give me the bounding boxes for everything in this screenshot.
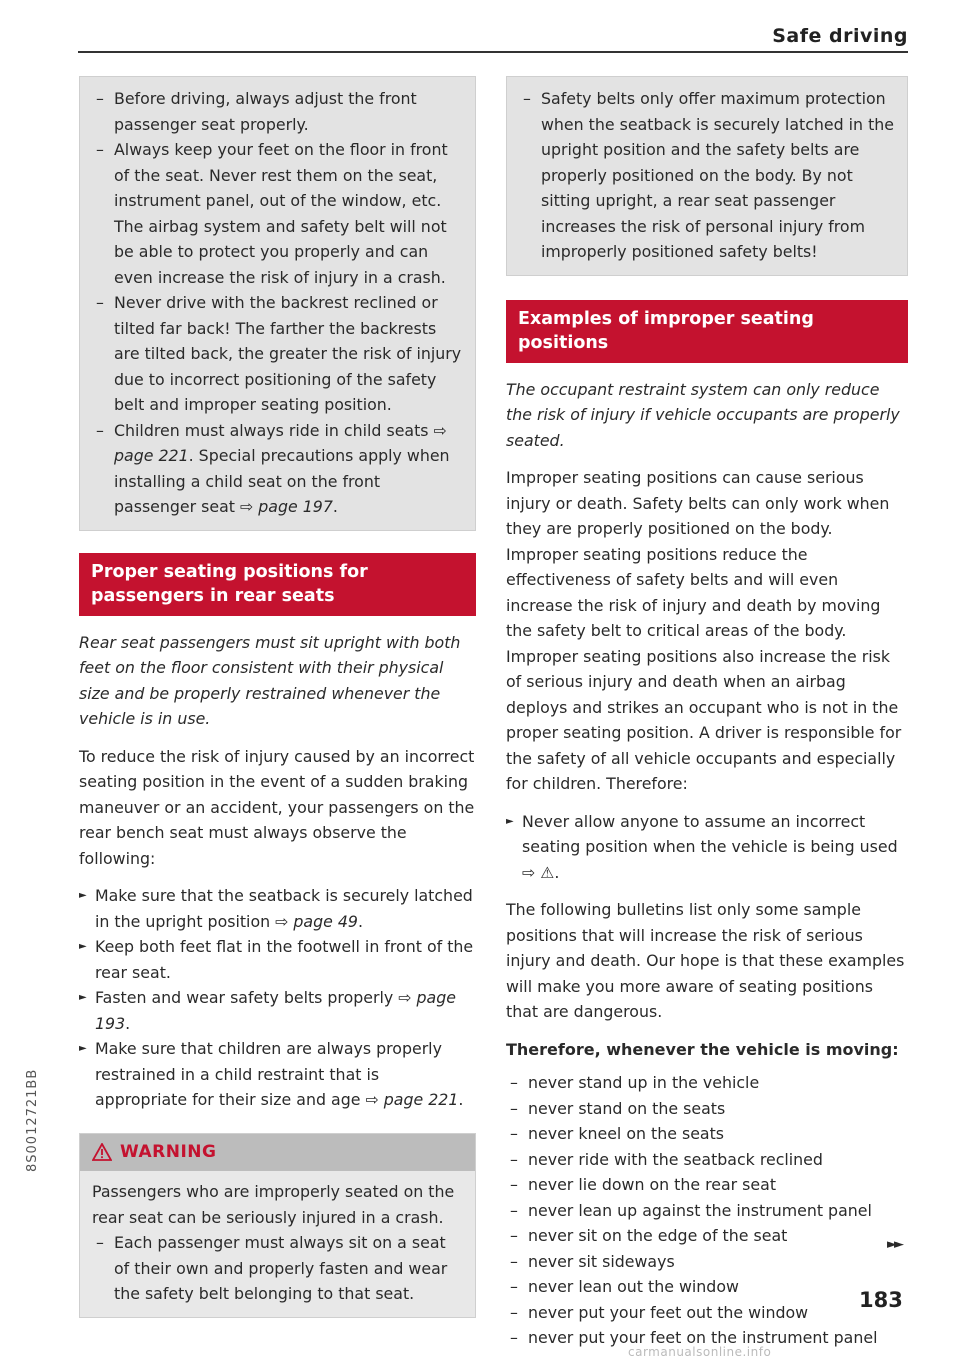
body-paragraph: Improper seating positions can cause serious injury or death. Safety belts can only work when they are properly positioned on the body. Improper seating positions reduce the effectiveness of safety belts and will even increase the risk of injury and death by moving the safety belt to critical areas of the body. Improper seating positions also increase the risk of serious injury and death when an airbag deploys and strikes an occupant who is not in the proper seating position. A driver is responsible for the safety of all vehicle occupants and especially for children. Therefore: bbox=[506, 468, 902, 793]
list-item: – never lean up against the instrument panel bbox=[506, 1198, 908, 1224]
list-item: – never put your feet on the instrument panel bbox=[506, 1325, 908, 1351]
list-item: – Before driving, always adjust the front passenger seat properly. bbox=[92, 86, 463, 137]
bullet-list bbox=[79, 883, 476, 1113]
list-item: – never kneel on the seats bbox=[506, 1121, 908, 1147]
list-item-children bbox=[92, 418, 463, 520]
section-heading-rear-seats: Proper seating positions for passengers in rear seats bbox=[79, 553, 476, 616]
list-item: – Never drive with the backrest reclined or tilted far back! The farther the backrests are tilted back, the greater the risk of injury due to incorrect positioning of the safety belt and improper seating position. bbox=[92, 290, 463, 418]
list-item: – never stand on the seats bbox=[506, 1096, 908, 1122]
list-item: – never stand up in the vehicle bbox=[506, 1070, 908, 1096]
list-item: – never sit sideways bbox=[506, 1249, 908, 1275]
list-item: ► Fasten and wear safety belts properly ⇨ page 193. bbox=[79, 985, 476, 1036]
list-item: – never ride with the seatback reclined bbox=[506, 1147, 908, 1173]
page-reference-link[interactable]: ⇨ page 197 bbox=[240, 497, 333, 516]
page-reference-link[interactable]: ⇨ page 49 bbox=[275, 911, 358, 931]
warning-reference-link[interactable]: ⇨ ⚠ bbox=[522, 862, 555, 882]
list-item: ► Never allow anyone to assume an incorrect seating position when the vehicle is being used ⇨ ⚠. bbox=[506, 809, 908, 886]
warning-body bbox=[80, 1171, 475, 1317]
warning-header bbox=[80, 1134, 475, 1172]
subheading: Therefore, whenever the vehicle is moving: bbox=[506, 1039, 899, 1059]
warning-text: Passengers who are improperly seated on the rear seat can be seriously injured in a crash. bbox=[92, 1182, 455, 1227]
page-number: 183 bbox=[859, 1288, 903, 1312]
list-item: – never sit on the edge of the seat bbox=[506, 1223, 908, 1249]
list-item: – never put your feet out the window bbox=[506, 1300, 908, 1326]
left-column bbox=[79, 76, 476, 1318]
page-reference-link[interactable]: ⇨ page 221 bbox=[114, 420, 447, 465]
body-paragraph: To reduce the risk of injury caused by an incorrect seating position in the event of a sudden braking maneuver or an accident, your passengers on the rear bench seat must always observe the following: bbox=[79, 746, 475, 868]
list-item: – Always keep your feet on the floor in front of the seat. Never rest them on the seat, instrument panel, out of the window, etc. The airbag system and safety belt will not be able to protect you properly and can even increase the risk of injury in a crash. bbox=[92, 137, 463, 290]
warning-title: WARNING bbox=[120, 1141, 217, 1162]
list-item: ► Make sure that children are always properly restrained in a child restraint that is appropriate for their size and age ⇨ page 221. bbox=[79, 1036, 476, 1113]
list-item: – never lean out the window bbox=[506, 1274, 908, 1300]
document-code: 8S0012721BB bbox=[25, 1068, 40, 1172]
body-paragraph: The following bulletins list only some sample positions that will increase the risk of serious injury and death. Our hope is that these examples will make you more aware of seating positions that are dangerous. bbox=[506, 900, 905, 1021]
page-reference-link[interactable]: ⇨ page 221 bbox=[365, 1090, 459, 1109]
list-item: – Safety belts only offer maximum protection when the seatback is securely latched in the upright position and the safety belts are properly positioned on the body. By not sitting upright, a rear seat passenger increases the risk of personal injury from improperly positioned safety belts! bbox=[519, 86, 895, 265]
warning-box bbox=[79, 1133, 476, 1318]
header-rule bbox=[78, 51, 908, 53]
right-top-note-box bbox=[506, 76, 908, 276]
text: . bbox=[332, 497, 338, 516]
right-column bbox=[506, 76, 908, 1351]
text: . Special precautions apply when installing a child seat on the front passenger seat bbox=[114, 446, 450, 516]
list-item: – never lie down on the rear seat bbox=[506, 1172, 908, 1198]
never-list bbox=[506, 1070, 908, 1351]
page-reference-link[interactable]: ⇨ page 193 bbox=[95, 988, 456, 1033]
intro-paragraph: Rear seat passengers must sit upright with both feet on the floor consistent with their physical size and be properly restrained whenever the vehicle is in use. bbox=[79, 632, 461, 728]
text: Children must always ride in child seats bbox=[114, 420, 434, 440]
section-title: Safe driving bbox=[772, 25, 908, 47]
list-item: ► Keep both feet flat in the footwell in front of the rear seat. bbox=[79, 934, 476, 985]
continue-arrow-icon: ►► bbox=[887, 1237, 901, 1252]
warning-triangle-icon bbox=[92, 1143, 112, 1161]
list-item: – Each passenger must always sit on a seat of their own and properly fasten and wear the safety belt belonging to that seat. bbox=[92, 1230, 463, 1307]
watermark: carmanualsonline.info bbox=[628, 1345, 772, 1359]
section-heading-improper-positions: Examples of improper seating positions bbox=[506, 300, 908, 363]
intro-paragraph: The occupant restraint system can only reduce the risk of injury if vehicle occupants are properly seated. bbox=[506, 379, 900, 450]
left-top-note-box bbox=[79, 76, 476, 531]
list-item: ► Make sure that the seatback is securely latched in the upright position ⇨ page 49. bbox=[79, 883, 476, 934]
